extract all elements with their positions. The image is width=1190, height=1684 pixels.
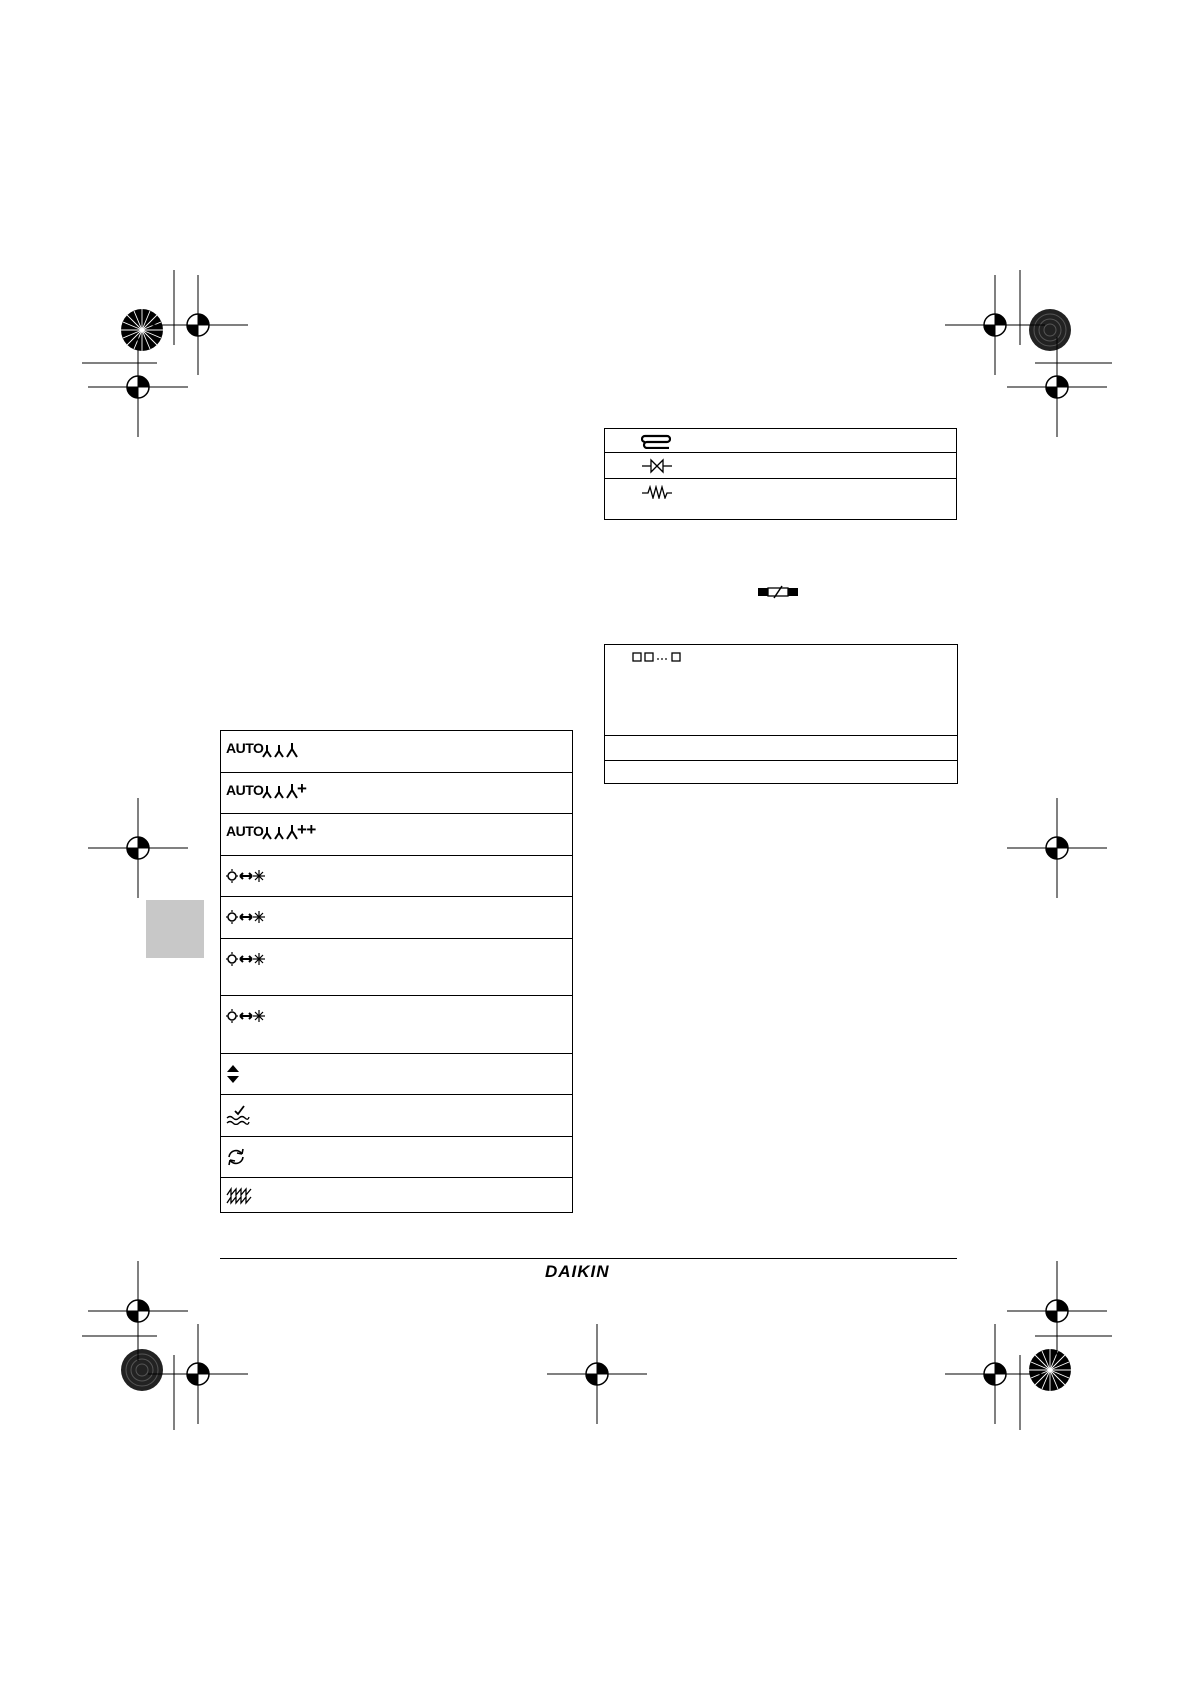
- auto-label: AUTO: [226, 823, 264, 839]
- symbol-table-left: [220, 730, 573, 1213]
- heat-cool-changeover-icon: [226, 909, 266, 925]
- table-row: [221, 856, 572, 897]
- table-row: [221, 1095, 572, 1137]
- footer-divider: [220, 1258, 957, 1259]
- box-table: [604, 644, 958, 784]
- heat-exchanger-icon: [641, 433, 671, 449]
- table-row: [605, 453, 956, 479]
- fuse-icon: [757, 585, 799, 599]
- water-check-icon: [226, 1105, 250, 1125]
- daikin-logo: DAIKIN: [545, 1262, 610, 1281]
- boxes-ellipsis-icon: [632, 651, 684, 663]
- rotation-icon: [226, 1148, 246, 1166]
- table-row: [605, 736, 957, 761]
- table-row: [605, 429, 956, 453]
- valve-icon: [641, 458, 673, 474]
- plus-plus-suffix: ++: [297, 820, 316, 839]
- table-row: [221, 731, 572, 773]
- up-down-arrow-icon: [226, 1064, 240, 1084]
- table-row: [221, 1137, 572, 1178]
- resistor-icon: [641, 485, 673, 499]
- heat-cool-changeover-icon: [226, 868, 266, 884]
- heat-cool-changeover-icon: [226, 1008, 266, 1024]
- table-row: [605, 761, 957, 785]
- fan-speed-plus-icon: [261, 782, 317, 800]
- table-row: [221, 996, 572, 1054]
- auto-label: AUTO: [226, 782, 264, 798]
- table-row: [605, 479, 956, 521]
- symbol-table-right: [604, 428, 957, 520]
- heater-icon: [226, 1187, 252, 1205]
- heat-cool-changeover-icon: [226, 951, 266, 967]
- table-row: [221, 897, 572, 939]
- table-row: [221, 939, 572, 996]
- fan-speed-plus-plus-icon: [261, 823, 301, 841]
- table-row: [221, 773, 572, 814]
- section-tab: [146, 900, 204, 958]
- table-row: [221, 1054, 572, 1095]
- fan-speed-icon: [261, 741, 301, 759]
- table-row: [221, 814, 572, 856]
- auto-label: AUTO: [226, 740, 264, 756]
- table-row: [605, 645, 957, 736]
- table-row: [221, 1178, 572, 1214]
- plus-suffix: +: [297, 779, 307, 798]
